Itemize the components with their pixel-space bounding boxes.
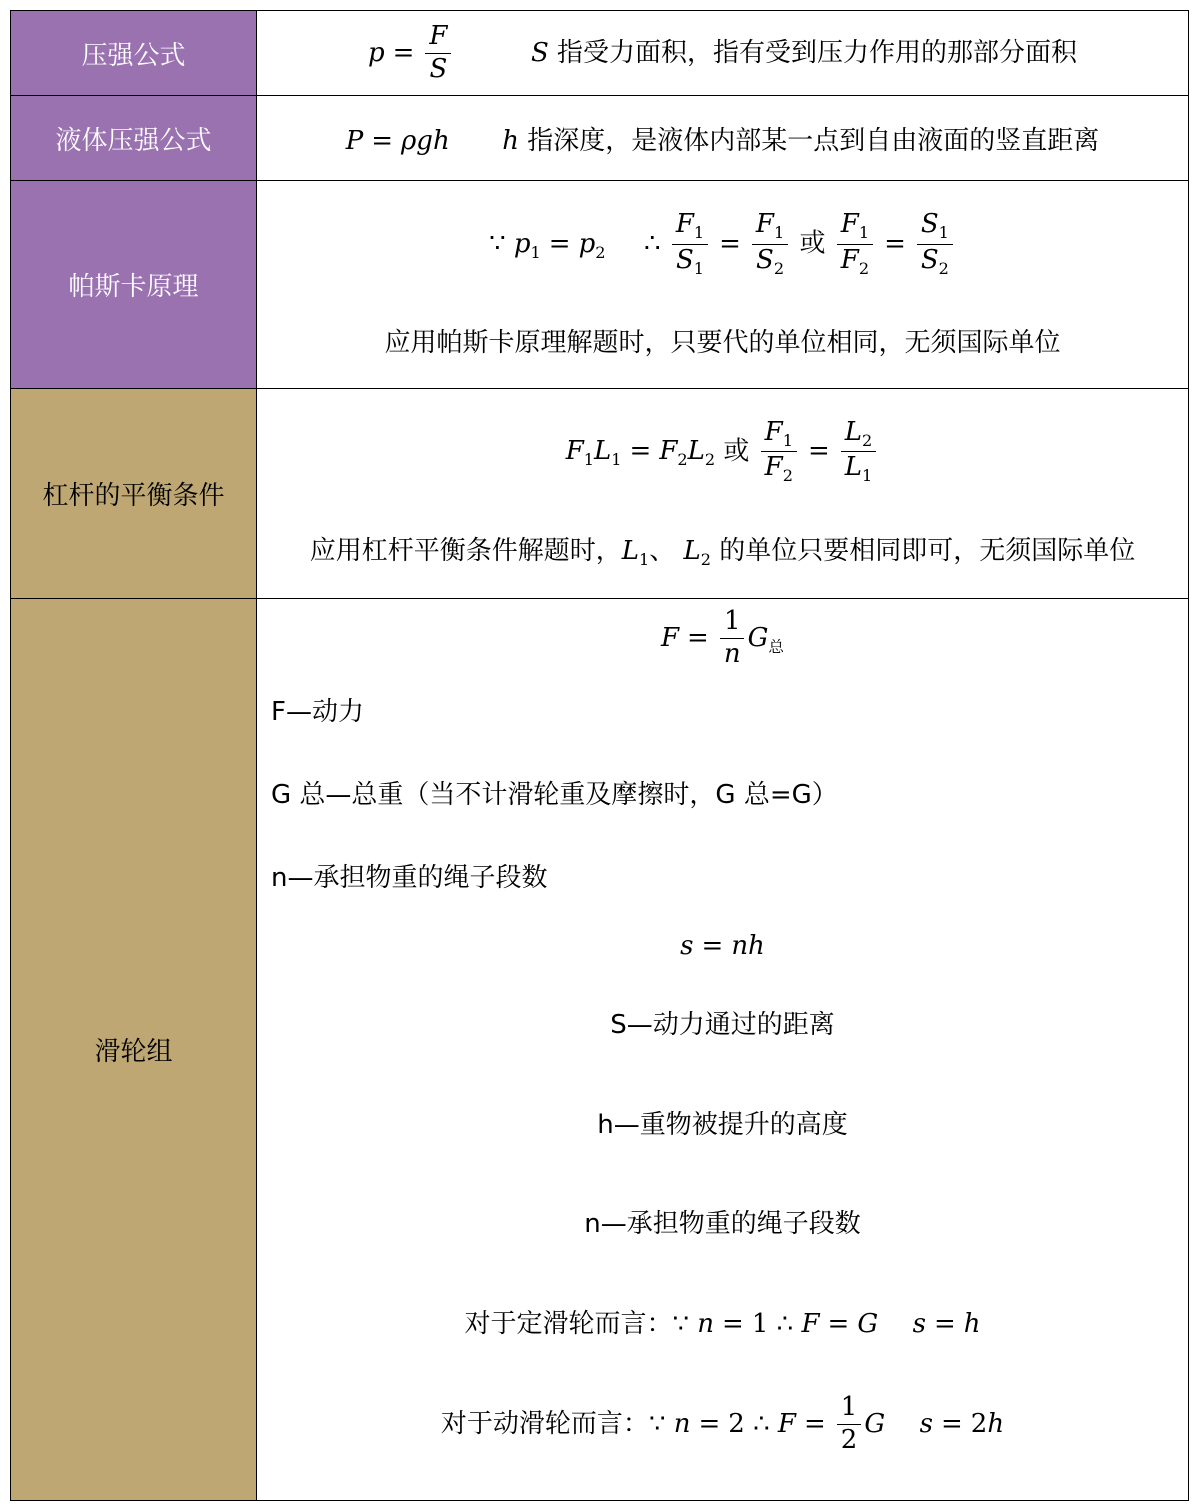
row-lever [11,389,1189,599]
pulley-fixed: 对于定滑轮而言：∵ n = 1 ∴ F = G s = h [464,1309,981,1339]
pascal-note: 应用帕斯卡原理解题时，只要代的单位相同，无须国际单位 [384,328,1061,359]
pulley-distance-formula: s = nh [680,931,765,961]
pulley-movable: 对于动滑轮而言：∵ n = 2 ∴ F = $\frac{1}{2}$ G s = 2h [440,1392,1005,1455]
content-pulley [257,599,1189,1501]
row-pascal [11,181,1189,389]
label-lever: 杠杆的平衡条件 [11,389,257,599]
pulley-force-formula: F = $\frac{1}{n}$ $G_总$ [661,606,784,669]
pascal-formula: ∵ $p_1 = p_2$ ∴ $\frac{F_1}{S_1}$ = $\frac{F_1}{S_2}$ 或 $\frac{F_1}{F_2}$ = $\frac{S_1}{S_2}$ [257,210,1188,278]
lever-note-prefix: 应用杠杆平衡条件解题时， [309,536,622,567]
row-pressure [11,11,1189,96]
content-pascal [257,181,1189,389]
content-lever [257,389,1189,599]
pulley-def-h: h—重物被提升的高度 [597,1110,848,1140]
pulley-def-s: S—动力通过的距离 [610,1010,835,1040]
label-liquid: 液体压强公式 [11,96,257,181]
pressure-note: 指受力面积，指有受到压力作用的那部分面积 [557,37,1078,68]
liquid-note: 指深度，是液体内部某一点到自由液面的竖直距离 [527,125,1100,156]
lever-note-suffix: 的单位只要相同即可，无须国际单位 [719,536,1136,567]
movable-prefix: 对于动滑轮而言： [440,1408,649,1439]
pulley-def-n2: n—承担物重的绳子段数 [584,1209,861,1239]
content-liquid: P = ρgh h 指深度，是液体内部某一点到自由液面的竖直距离 [257,96,1189,181]
label-pressure: 压强公式 [11,11,257,96]
lever-note-sep: 、 [649,536,676,567]
liquid-formula: P = ρgh [345,125,450,156]
pressure-formula: p = $\frac{F}{S}$ [368,38,463,68]
pulley-def-n: n—承担物重的绳子段数 [271,863,548,893]
label-pulley: 滑轮组 [11,599,257,1501]
lever-or: 或 [723,436,750,467]
g-total-sub: 总 [768,638,784,657]
pulley-def-g: G 总—总重（当不计滑轮重及摩擦时，G 总=G） [271,780,838,810]
lever-note: 应用杠杆平衡条件解题时，$L_1$、 $L_2$ 的单位只要相同即可，无须国际单位 [309,536,1136,570]
row-pulley [11,599,1189,1501]
label-pascal: 帕斯卡原理 [11,181,257,389]
content-pressure: p = $\frac{F}{S}$ S 指受力面积，指有受到压力作用的那部分面积 [257,11,1189,96]
row-liquid [11,96,1189,181]
pulley-def-f: F—动力 [271,697,364,727]
pascal-or: 或 [799,228,826,259]
formula-table [10,10,1189,1501]
fixed-prefix: 对于定滑轮而言： [464,1309,673,1339]
lever-formula: $F_1L_1 = F_2L_2$ 或 $\frac{F_1}{F_2}$ = $\frac{L_2}{L_1}$ [257,418,1188,486]
